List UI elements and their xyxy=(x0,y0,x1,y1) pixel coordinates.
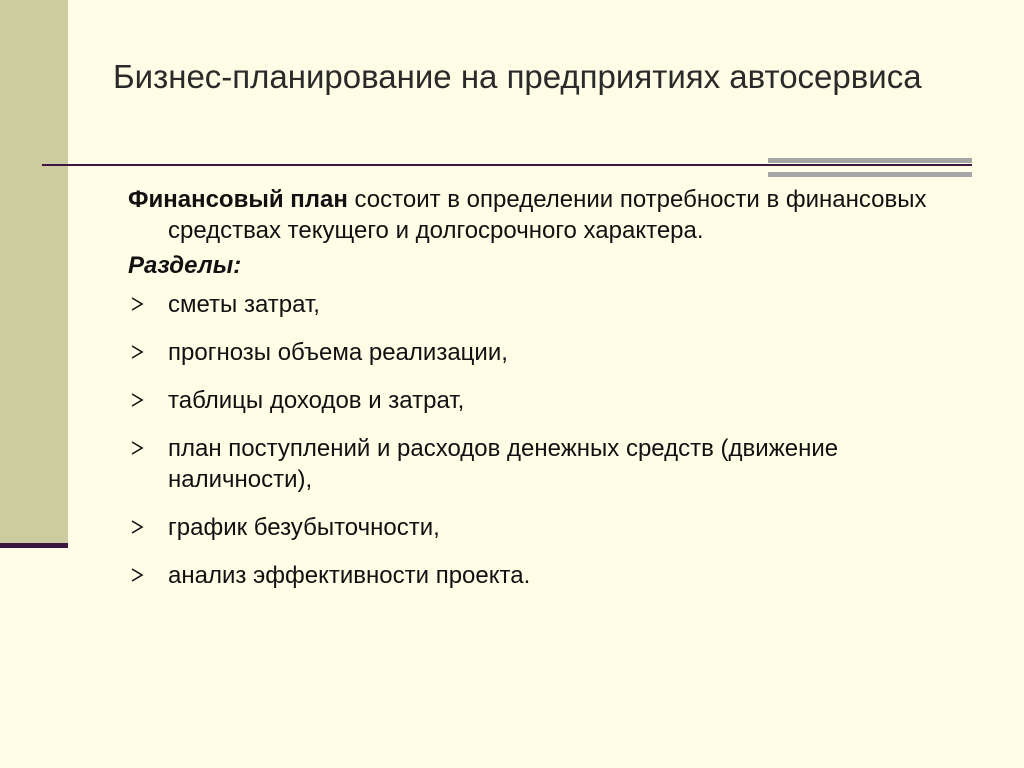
side-band-underline xyxy=(0,543,68,548)
list-item-text: сметы затрат, xyxy=(168,291,320,318)
intro-text: состоит в определении потребности в финансовых средствах текущего и долгосрочного характера. xyxy=(168,186,927,244)
list-item xyxy=(128,433,988,495)
arrowhead-bullet-icon xyxy=(130,512,150,543)
sections-label: Разделы: xyxy=(128,252,242,279)
slide-title: Бизнес-планирование на предприятиях автосервиса xyxy=(113,58,922,95)
arrowhead-bullet-icon xyxy=(130,385,150,416)
intro-paragraph xyxy=(128,184,988,246)
list-item-text: таблицы доходов и затрат, xyxy=(168,387,465,414)
list-item-text: план поступлений и расходов денежных средств (движение наличности), xyxy=(168,435,839,493)
sections-list xyxy=(128,289,988,591)
arrowhead-bullet-icon xyxy=(130,560,150,591)
arrowhead-bullet-icon xyxy=(130,337,150,368)
list-item-text: график безубыточности, xyxy=(168,514,440,541)
list-item xyxy=(128,512,988,543)
list-item xyxy=(128,289,988,320)
list-item xyxy=(128,560,988,591)
divider-accent-bar-bottom xyxy=(768,172,972,177)
list-item xyxy=(128,337,988,368)
list-item-text: прогнозы объема реализации, xyxy=(168,339,508,366)
intro-term: Финансовый план xyxy=(128,186,348,213)
slide-body xyxy=(128,184,988,591)
side-band-decoration xyxy=(0,0,68,546)
arrowhead-bullet-icon xyxy=(130,289,150,320)
divider-accent-bar-top xyxy=(768,158,972,163)
list-item xyxy=(128,385,988,416)
title-divider xyxy=(42,164,972,166)
arrowhead-bullet-icon xyxy=(130,433,150,464)
list-item-text: анализ эффективности проекта. xyxy=(168,562,531,589)
